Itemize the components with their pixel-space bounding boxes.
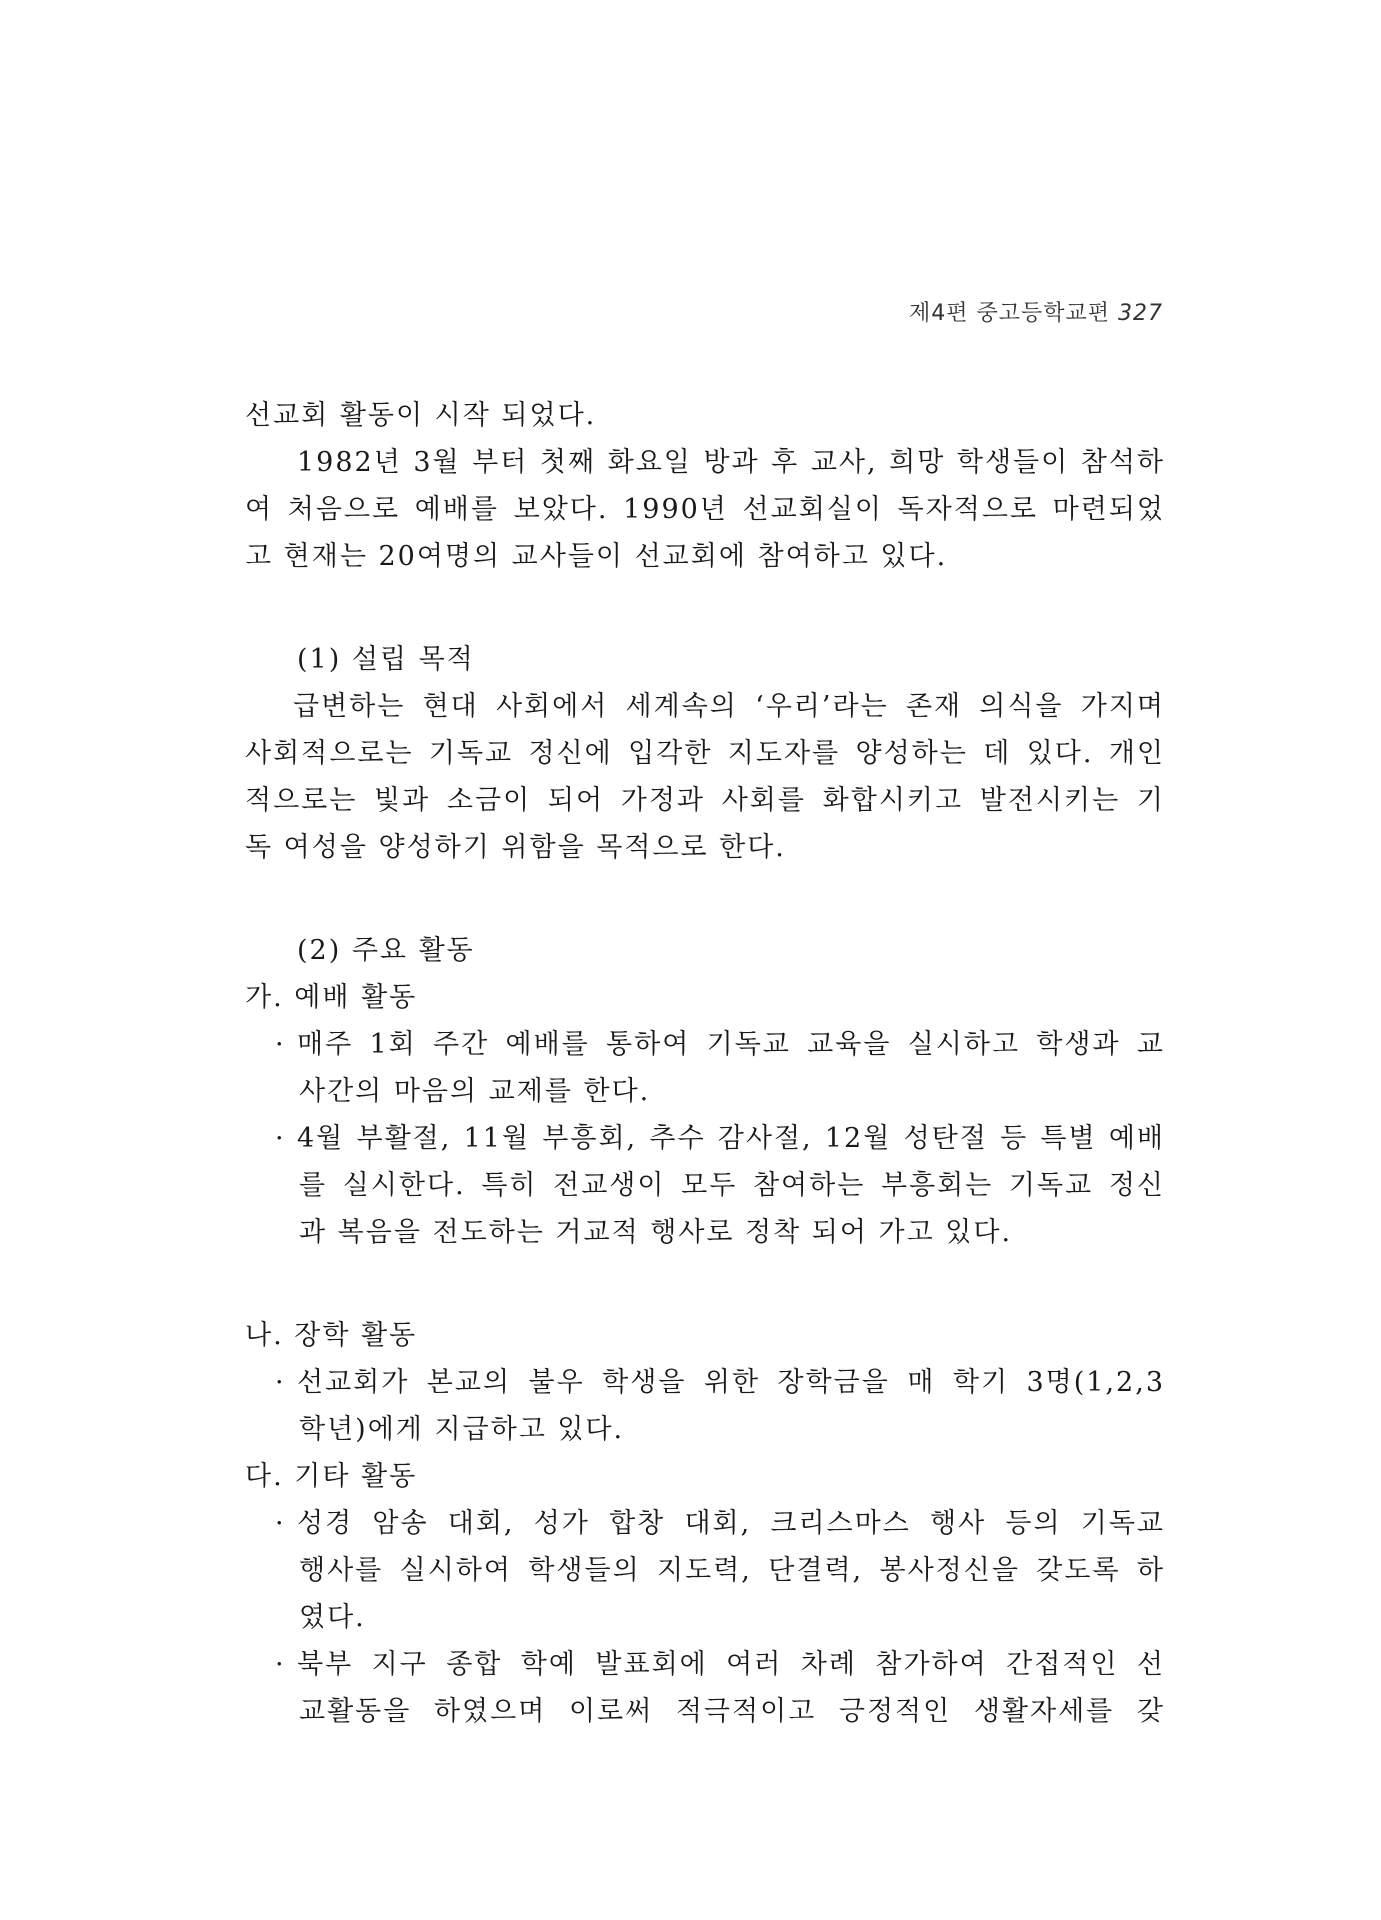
bullet-glyph: · xyxy=(275,1649,286,1680)
bullet-glyph: · xyxy=(275,1029,286,1060)
item-na-bullet-1-line-1 xyxy=(245,1359,1165,1406)
section-1-line-2: 사회적으로는 기독교 정신에 입각한 지도자를 양성하는 데 있다. 개인 xyxy=(245,738,1165,769)
intro-line-1: 선교회 활동이 시작 되었다. xyxy=(245,400,597,431)
running-header xyxy=(909,296,1163,327)
section-1-heading: (1) 설립 목적 xyxy=(297,644,475,675)
bullet-text: 성경 암송 대회, 성가 합창 대회, 크리스마스 행사 등의 기독교 xyxy=(297,1508,1165,1539)
item-da-bullet-1-line-1 xyxy=(245,1500,1165,1547)
item-ga-bullet-1-line-1 xyxy=(245,1021,1165,1068)
intro-line-2: 1982년 3월 부터 첫째 화요일 방과 후 교사, 희망 학생들이 참석하 xyxy=(297,447,1165,478)
bullet-text: 선교회가 본교의 불우 학생을 위한 장학금을 매 학기 3명(1,2,3 xyxy=(297,1367,1165,1398)
item-da-bullet-1-line-3: 였다. xyxy=(299,1602,366,1633)
item-ga-title: 가. 예배 활동 xyxy=(245,982,418,1013)
section-1-line-1: 급변하는 현대 사회에서 세계속의 ‘우리’라는 존재 의식을 가지며 xyxy=(293,691,1165,722)
bullet-glyph: · xyxy=(275,1508,286,1539)
section-1-line-4: 독 여성을 양성하기 위함을 목적으로 한다. xyxy=(245,832,786,863)
section-title: 제4편 중고등학교편 xyxy=(908,301,1110,326)
item-da-bullet-2-line-1 xyxy=(245,1641,1165,1688)
intro-line-4: 고 현재는 20여명의 교사들이 선교회에 참여하고 있다. xyxy=(245,541,948,572)
section-1-line-3: 적으로는 빛과 소금이 되어 가정과 사회를 화합시키고 발전시키는 기 xyxy=(245,785,1165,816)
item-da-bullet-1-line-2: 행사를 실시하여 학생들의 지도력, 단결력, 봉사정신을 갖도록 하 xyxy=(299,1555,1165,1586)
section-2-heading: (2) 주요 활동 xyxy=(297,935,475,966)
bullet-text: 4월 부활절, 11월 부흥회, 추수 감사절, 12월 성탄절 등 특별 예배 xyxy=(297,1123,1165,1154)
page-number: 327 xyxy=(1118,301,1163,326)
bullet-text: 매주 1회 주간 예배를 통하여 기독교 교육을 실시하고 학생과 교 xyxy=(297,1029,1165,1060)
bullet-text: 북부 지구 종합 학예 발표회에 여러 차례 참가하여 간접적인 선 xyxy=(297,1649,1165,1680)
bullet-glyph: · xyxy=(275,1123,286,1154)
item-da-bullet-2-line-2: 교활동을 하였으며 이로써 적극적이고 긍정적인 생활자세를 갖 xyxy=(299,1696,1165,1727)
item-ga-bullet-2-line-2: 를 실시한다. 특히 전교생이 모두 참여하는 부흥회는 기독교 정신 xyxy=(299,1170,1165,1201)
item-na-title: 나. 장학 활동 xyxy=(245,1320,418,1351)
intro-line-3: 여 처음으로 예배를 보았다. 1990년 선교회실이 독자적으로 마련되었 xyxy=(245,494,1165,525)
item-ga-bullet-1-line-2: 사간의 마음의 교제를 한다. xyxy=(299,1076,651,1107)
body-text xyxy=(245,392,1165,1735)
item-ga-bullet-2-line-1 xyxy=(245,1115,1165,1162)
item-na-bullet-1-line-2: 학년)에게 지급하고 있다. xyxy=(299,1414,625,1445)
item-da-title: 다. 기타 활동 xyxy=(245,1461,418,1492)
item-ga-bullet-2-line-3: 과 복음을 전도하는 거교적 행사로 정착 되어 가고 있다. xyxy=(299,1217,1013,1248)
bullet-glyph: · xyxy=(275,1367,286,1398)
